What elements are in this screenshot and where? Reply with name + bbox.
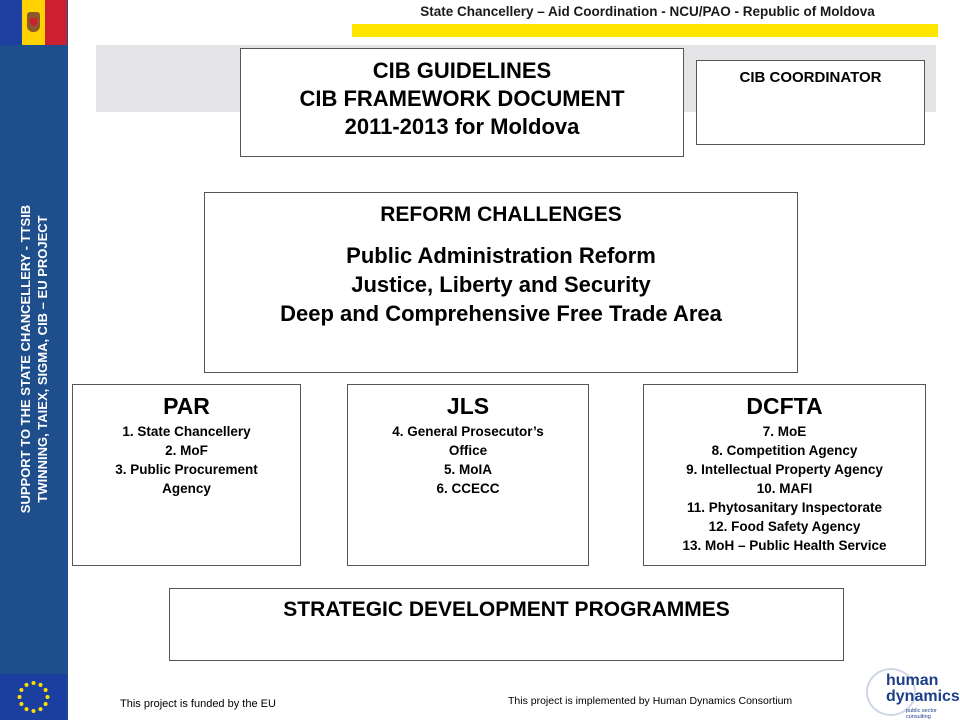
reform-line: Deep and Comprehensive Free Trade Area: [280, 301, 722, 326]
logo-word-2: dynamics: [886, 688, 960, 705]
par-box: [72, 384, 301, 566]
par-item: 2. MoF: [165, 443, 208, 458]
cib-guidelines-box: [240, 48, 684, 157]
eu-star-icon: [39, 707, 43, 711]
jls-item: 5. MoIA: [443, 462, 492, 477]
jls-item: Office: [448, 443, 488, 458]
dcfta-item: 7. MoE: [762, 424, 807, 439]
strategic-programmes-label: STRATEGIC DEVELOPMENT PROGRAMMES: [283, 598, 730, 621]
cib-guidelines-line-2: CIB FRAMEWORK DOCUMENT: [299, 86, 625, 111]
dcfta-item: 8. Competition Agency: [711, 443, 858, 458]
eu-star-icon: [18, 695, 22, 699]
logo-tagline: public sector consulting: [906, 708, 937, 720]
header-accent-bar: [352, 24, 938, 37]
jls-box: [347, 384, 589, 566]
eu-star-icon: [19, 702, 23, 706]
par-item: 3. Public Procurement: [115, 462, 258, 477]
footer-funded-by: This project is funded by the EU: [120, 698, 276, 710]
dcfta-item: 9. Intellectual Property Agency: [686, 462, 883, 477]
jls-item: 4. General Prosecutor’s: [392, 424, 544, 439]
logo-word-1: human: [886, 672, 939, 689]
header-title: State Chancellery – Aid Coordination - NCU/PAO - Republic of Moldova: [420, 4, 875, 19]
eu-star-icon: [25, 707, 29, 711]
reform-line: Public Administration Reform: [346, 243, 656, 268]
eu-star-icon: [44, 688, 48, 692]
eu-star-icon: [39, 683, 43, 687]
eu-star-icon: [32, 709, 36, 713]
dcfta-box: [643, 384, 926, 566]
cib-coordinator-box: [696, 60, 925, 145]
dcfta-item: 11. Phytosanitary Inspectorate: [686, 500, 883, 515]
dcfta-heading: DCFTA: [746, 393, 823, 419]
moldova-flag-icon: [0, 0, 67, 45]
eu-star-icon: [44, 702, 48, 706]
sidebar-line-1: SUPPORT TO THE STATE CHANCELLERY - TTSIB: [18, 204, 33, 514]
dcfta-item: 12. Food Safety Agency: [708, 519, 861, 534]
eu-star-icon: [46, 695, 50, 699]
reform-challenges-box: [204, 192, 798, 373]
jls-heading: JLS: [446, 393, 490, 419]
sidebar-caption: [0, 45, 68, 673]
eu-star-icon: [32, 681, 36, 685]
cib-guidelines-line-1: CIB GUIDELINES: [372, 58, 552, 83]
footer-implemented-by: This project is implemented by Human Dynamics Consortium: [508, 695, 793, 707]
eu-flag-icon: [0, 674, 67, 720]
par-item: Agency: [162, 481, 211, 496]
dcfta-item: 10. MAFI: [756, 481, 813, 496]
jls-item: 6. CCECC: [436, 481, 500, 496]
reform-challenges-heading: REFORM CHALLENGES: [380, 203, 622, 226]
eu-star-icon: [19, 688, 23, 692]
sidebar-line-2: TWINNING, TAIEX, SIGMA, CIB – EU PROJECT: [35, 215, 50, 503]
reform-line: Justice, Liberty and Security: [351, 272, 651, 297]
par-item: 1. State Chancellery: [122, 424, 251, 439]
cib-coordinator-label: CIB COORDINATOR: [739, 69, 882, 86]
dcfta-item: 13. MoH – Public Health Service: [682, 538, 887, 553]
eu-star-icon: [25, 683, 29, 687]
par-heading: PAR: [163, 393, 210, 419]
strategic-programmes-box: [169, 588, 844, 661]
cib-guidelines-line-3: 2011-2013 for Moldova: [344, 114, 580, 139]
human-dynamics-logo: [858, 664, 958, 720]
